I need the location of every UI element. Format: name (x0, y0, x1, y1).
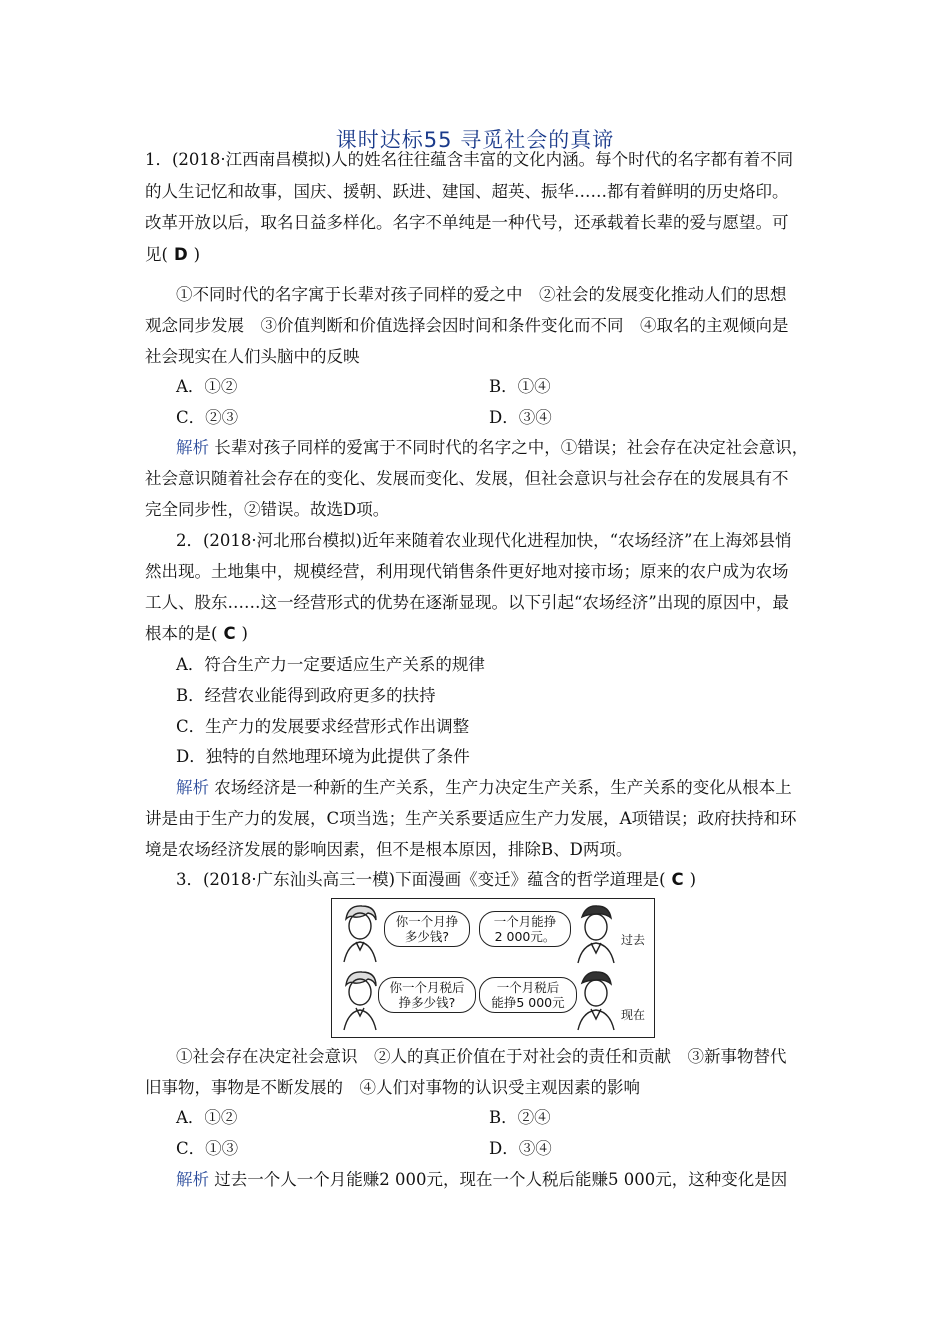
q3-option-b: B．②④ (489, 1108, 551, 1127)
q1-stem-suffix: ) (193, 245, 201, 264)
bubble-text: 能挣5 000元 (491, 995, 565, 1010)
label-past: 过去 (621, 933, 646, 947)
q3-stem (176, 870, 696, 890)
page-title: 课时达标55 寻觅社会的真谛 (335, 128, 615, 152)
q2-option-b: B．经营农业能得到政府更多的扶持 (176, 686, 436, 705)
q3-stem-prefix: 3．(2018·广东汕头高三一模)下面漫画《变迁》蕴含的哲学道理是( (176, 870, 666, 889)
q1-analysis-line-1 (176, 438, 808, 458)
q2-stem-prefix: 根本的是( (145, 624, 218, 643)
q2-stem-line-4 (145, 624, 248, 644)
q2-analysis-text-1: 农场经济是一种新的生产关系，生产力决定生产关系，生产关系的变化从根本上 (214, 778, 792, 797)
q1-option-a: A．①② (176, 377, 238, 396)
bubble-text: 2 000元。 (494, 929, 556, 944)
q2-analysis-label: 解析 (176, 778, 209, 797)
q1-option-d: D．③④ (489, 408, 552, 427)
q1-stem-line-1: 1．(2018·江西南昌模拟)人的姓名往往蕴含丰富的文化内涵。每个时代的名字都有着不同 (145, 150, 794, 169)
q1-item-line-2: 观念同步发展 ③价值判断和价值选择会因时间和条件变化而不同 ④取名的主观倾向是 (145, 316, 789, 335)
speech-bubble-past-question (384, 911, 470, 947)
q1-stem-line-4 (145, 245, 200, 265)
speech-bubble-now-question (378, 977, 476, 1013)
man-with-hair-icon (344, 906, 376, 962)
speech-bubble-past-answer (479, 911, 571, 947)
q3-option-d: D．③④ (489, 1139, 552, 1158)
q3-analysis-label: 解析 (176, 1170, 209, 1189)
q1-analysis-line-3: 完全同步性，②错误。故选D项。 (145, 500, 390, 519)
q3-item-line-2: 旧事物，事物是不断发展的 ④人们对事物的认识受主观因素的影响 (145, 1078, 640, 1097)
q2-option-a: A．符合生产力一定要适应生产关系的规律 (176, 655, 485, 674)
q2-option-c: C．生产力的发展要求经营形式作出调整 (176, 717, 470, 736)
q2-analysis-line-2: 讲是由于生产力的发展，C项当选；生产关系要适应生产力发展，A项错误；政府扶持和环 (145, 809, 797, 828)
man-with-hair-icon (344, 972, 376, 1030)
bubble-text: 多少钱? (404, 929, 450, 944)
q2-stem-line-3: 工人、股东……这一经营形式的优势在逐渐显现。以下引起“农场经济”出现的原因中，最 (145, 593, 789, 612)
bubble-text: 你一个月税后 (389, 980, 465, 995)
q3-option-c: C．①③ (176, 1139, 239, 1158)
q1-stem-line-3: 改革开放以后，取名日益多样化。名字不单纯是一种代号，还承载着长辈的爱与愿望。可 (145, 213, 789, 232)
young-man-icon (578, 906, 614, 963)
q2-stem-line-1: 2．(2018·河北邢台模拟)近年来随着农业现代化进程加快，“农场经济”在上海郊县悄 (176, 531, 792, 550)
q1-option-c: C．②③ (176, 408, 239, 427)
q3-analysis-line-1 (176, 1170, 787, 1190)
q3-option-a: A．①② (176, 1108, 238, 1127)
q1-item-line-1: ①不同时代的名字寓于长辈对孩子同样的爱之中 ②社会的发展变化推动人们的思想 (176, 285, 787, 304)
bubble-text: 一个月税后 (496, 980, 560, 995)
young-man-icon (578, 972, 614, 1030)
q1-stem-line-2: 的人生记忆和故事，国庆、援朝、跃进、建国、超英、振华……都有着鲜明的历史烙印。 (145, 182, 789, 201)
bubble-text: 你一个月挣 (395, 914, 459, 929)
q1-option-b: B．①④ (489, 377, 551, 396)
q1-analysis-line-2: 社会意识随着社会存在的变化、发展而变化、发展，但社会意识与社会存在的发展具有不 (145, 469, 789, 488)
q2-answer: C (223, 624, 236, 643)
q1-item-line-3: 社会现实在人们头脑中的反映 (145, 347, 360, 366)
q1-answer: D (173, 245, 188, 264)
label-now: 现在 (621, 1008, 646, 1022)
q1-stem-prefix: 见( (145, 245, 168, 264)
q1-analysis-label: 解析 (176, 438, 209, 457)
speech-bubble-now-answer (479, 977, 577, 1013)
cartoon-figure (331, 898, 655, 1038)
q3-stem-suffix: ) (689, 870, 697, 889)
q2-stem-line-2: 然出现。土地集中，规模经营，利用现代销售条件更好地对接市场；原来的农户成为农场 (145, 562, 789, 581)
q2-analysis-line-1 (176, 778, 792, 798)
q2-option-d: D．独特的自然地理环境为此提供了条件 (176, 747, 470, 766)
q3-answer: C (671, 870, 684, 889)
q2-stem-suffix: ) (241, 624, 248, 643)
bubble-text: 一个月能挣 (493, 914, 557, 929)
q3-analysis-text-1: 过去一个人一个月能赚2 000元，现在一个人税后能赚5 000元，这种变化是因 (214, 1170, 788, 1189)
q2-analysis-line-3: 境是农场经济发展的影响因素，但不是根本原因，排除B、D两项。 (145, 840, 633, 859)
q3-item-line-1: ①社会存在决定社会意识 ②人的真正价值在于对社会的责任和贡献 ③新事物替代 (176, 1047, 787, 1066)
bubble-text: 挣多少钱? (398, 995, 456, 1010)
q1-analysis-text-1: 长辈对孩子同样的爱寓于不同时代的名字之中，①错误；社会存在决定社会意识， (214, 438, 809, 457)
